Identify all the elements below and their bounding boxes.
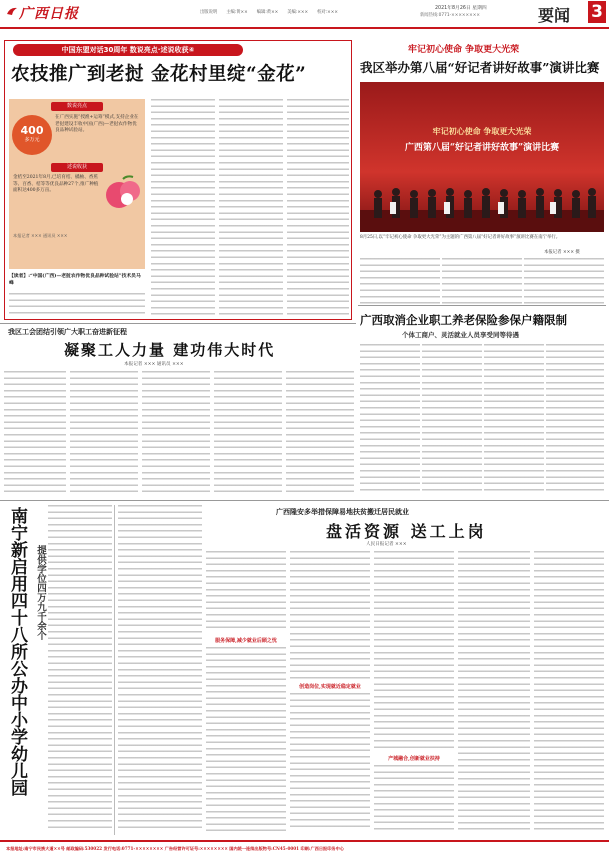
story-speech bbox=[358, 40, 606, 275]
photo-banner-big: 广西第八届“好记者讲好故事”演讲比赛 bbox=[404, 143, 560, 153]
story-farm-headline: 农技推广到老挝 金花村里绽“金花” bbox=[11, 64, 307, 85]
story-schools bbox=[4, 505, 112, 835]
audience-people bbox=[360, 168, 604, 232]
photo-banner-small: 牢记初心使命 争取更大光荣 bbox=[432, 126, 532, 136]
story-poverty-body-4 bbox=[290, 693, 370, 831]
nav-item: 编辑:黄×× bbox=[256, 10, 279, 15]
story-speech-body-3 bbox=[524, 258, 604, 304]
story-union-body-4 bbox=[214, 371, 282, 495]
fruit-photo bbox=[103, 173, 143, 213]
story-poverty-body-2 bbox=[206, 647, 286, 831]
story-poverty-subhead-1: 服务保障,减少就业后顾之忧 bbox=[215, 638, 277, 644]
highlight-box-text: 在广西实施“授渔+运筹”模式,支持企业在老挝建设丰收中国(广西)—老挝农作物优良品种试验站。 bbox=[55, 115, 139, 134]
story-speech-kicker: 牢记初心使命 争取更大光荣 bbox=[408, 45, 520, 55]
story-farm-tagline: 中国东盟对话30周年 数说亮点·述说收获④ bbox=[13, 44, 243, 56]
story-pension-body-2 bbox=[422, 344, 482, 494]
bird-logo-icon bbox=[6, 5, 18, 17]
story-pension-body-4 bbox=[546, 344, 604, 494]
story-speech-body-1 bbox=[360, 258, 440, 304]
nav-item: 出版说明 bbox=[200, 10, 218, 15]
story-farm-caption: 【读者】:“中国(广西)—老挝农作物优良品种试验站”技术员马峰 bbox=[9, 273, 141, 286]
story-union-kicker: 我区工会团结引领广大职工奋进新征程 bbox=[8, 327, 127, 336]
nav-item: 主编:黄×× bbox=[226, 10, 248, 15]
story-speech-photo-credit: 本报记者 ××× 摄 bbox=[544, 250, 580, 255]
story-schools-body-extra bbox=[118, 505, 202, 835]
story-farm-body-2 bbox=[151, 99, 215, 317]
page-number: 3 bbox=[588, 1, 606, 23]
masthead bbox=[0, 0, 609, 29]
masthead-nav bbox=[200, 9, 338, 15]
story-poverty-kicker: 广西隆安多举措保障易地扶贫搬迁居民就业 bbox=[276, 507, 409, 516]
story-schools-headline: 南宁新启用四十八所公办中小学幼儿园 bbox=[7, 507, 27, 796]
footer bbox=[0, 840, 609, 861]
highlight-box-author: 本报记者 ××× 通讯员 ××× bbox=[13, 233, 68, 238]
story-speech-body-2 bbox=[442, 258, 522, 304]
story-poverty-body-1 bbox=[206, 551, 286, 633]
highlight-box-sublabel: 述说收获 bbox=[51, 163, 103, 172]
story-union-byline: 本报记者 ××× 通讯员 ××× bbox=[124, 362, 184, 367]
story-pension bbox=[358, 308, 606, 498]
story-poverty-body-7 bbox=[458, 551, 530, 831]
story-farm-body-1 bbox=[9, 293, 145, 317]
story-union bbox=[4, 325, 354, 497]
highlight-number-unit: 多万元 bbox=[24, 137, 40, 143]
nav-item: 校对:××× bbox=[317, 10, 338, 15]
story-schools-deck: 提供学位四万九千余个 bbox=[35, 545, 46, 640]
story-union-body-5 bbox=[286, 371, 354, 495]
footer-text: 本报地址:南宁市民族大道××号 邮政编码:530022 发行电话:0771-×××××××× 广告经营许可证号:×××××××× 国内统一连续出版物号:CN45-0001 印刷:广西日报印务中心 bbox=[6, 846, 344, 851]
story-union-body-3 bbox=[142, 371, 210, 495]
story-poverty-byline: 人民日报记者 ××× bbox=[366, 542, 407, 547]
highlight-box-label: 数说亮点 bbox=[51, 102, 103, 111]
highlight-number: 400 bbox=[20, 124, 44, 137]
story-poverty-subhead-3: 产城融合,创新就业扶持 bbox=[388, 756, 440, 762]
story-poverty-body-3 bbox=[290, 551, 370, 679]
story-pension-deck: 个体工商户、灵活就业人员享受同等待遇 bbox=[402, 331, 519, 339]
story-schools-body bbox=[48, 505, 112, 831]
number-circle bbox=[12, 115, 52, 155]
story-schools-body-2 bbox=[118, 505, 202, 831]
story-poverty bbox=[206, 505, 606, 835]
masthead-logo: 广西日报 bbox=[19, 6, 79, 22]
story-pension-body-1 bbox=[360, 344, 420, 494]
speaker-stage-photo bbox=[360, 82, 604, 232]
masthead-date: 2021年8月26日 星期四 bbox=[435, 6, 487, 11]
masthead-hotline: 新闻热线:0771-×××××××× bbox=[420, 13, 480, 18]
story-poverty-headline: 盘活资源 送工上岗 bbox=[326, 522, 487, 541]
story-speech-headline: 我区举办第八届“好记者讲好故事”演讲比赛 bbox=[360, 60, 600, 75]
story-union-body-1 bbox=[4, 371, 66, 495]
story-poverty-subhead-2: 创造岗位,实现就近稳定就业 bbox=[299, 684, 361, 690]
story-poverty-body-6 bbox=[374, 765, 454, 831]
story-pension-headline: 广西取消企业职工养老保险参保户籍限制 bbox=[360, 313, 567, 327]
highlight-box bbox=[9, 99, 145, 269]
story-farm-body-3 bbox=[219, 99, 283, 317]
story-pension-body-3 bbox=[484, 344, 544, 494]
section-title: 要闻 bbox=[538, 6, 571, 25]
story-union-headline: 凝聚工人力量 建功伟大时代 bbox=[64, 341, 276, 359]
story-union-body-2 bbox=[70, 371, 138, 495]
story-farm-body-4 bbox=[287, 99, 349, 317]
nav-item: 美编:××× bbox=[287, 10, 309, 15]
highlight-box-subtext: 金桔至2021年8月,已培育桔、橘柚、香蕉等、百香、桔等等优良品种27个,推广种植面积达400多万亩。 bbox=[13, 175, 99, 194]
story-farm bbox=[4, 40, 352, 320]
story-poverty-body-8 bbox=[534, 551, 604, 831]
story-speech-caption: 8月25日,以“牢记初心使命 争取更大光荣”为主题的广西第八届“好记者讲好故事”演讲比赛在南宁举行。 bbox=[360, 235, 561, 240]
story-poverty-body-5 bbox=[374, 551, 454, 751]
